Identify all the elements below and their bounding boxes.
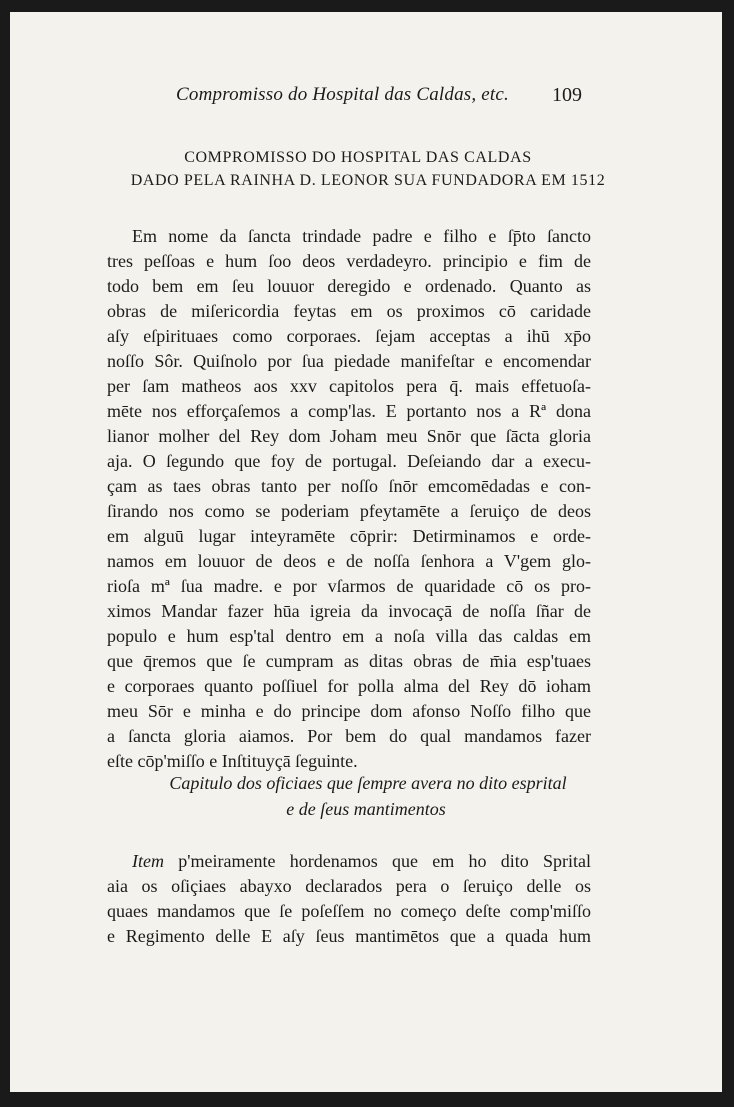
text-line: que q̄remos que ſe cumpram as ditas obras de m̄ia esp'tuaes <box>107 651 591 671</box>
text-line: per ſam matheos aos xxv capitolos pera q̄. mais effetuoſa- <box>107 376 591 396</box>
section-heading-line-2: DADO PELA RAINHA D. LEONOR SUA FUNDADORA EM 1512 <box>130 172 606 189</box>
text-line: ſirando nos como se poderiam pfeytamēte a ſeruiço de deos <box>107 501 591 521</box>
page-number: 109 <box>552 84 582 106</box>
text-line: rioſa mª ſua madre. e por vſarmos de quaridade cō os pro- <box>107 576 591 596</box>
text-line: obras de miſericordia feytas em os proximos cō caridade <box>107 301 591 321</box>
text-line: lianor molher del Rey dom Joham meu Snōr que ſācta gloria <box>107 426 591 446</box>
text-line: aja. O ſegundo que foy de portugal. Deſeiando dar a execu- <box>107 451 591 471</box>
text-line: Em nome da ſancta trindade padre e filho e ſp̄to ſancto <box>132 226 591 246</box>
text-line: tres peſſoas e hum ſoo deos verdadeyro. principio e fim de <box>107 251 591 271</box>
chapter-title-line-2: e de ſeus mantimentos <box>286 799 446 819</box>
text-line: aia os oſiçiaes abayxo declarados pera o ſeruiço delle os <box>107 876 591 896</box>
text-line: eſte cōp'miſſo e Inſtituyçā ſeguinte. <box>107 751 358 771</box>
text-line: e corporaes quanto poſſiuel for polla alma del Rey dō ioham <box>107 676 591 696</box>
text-fragment: p'meiramente hordenamos que em ho dito Sprital <box>163 851 591 871</box>
text-line <box>132 849 591 873</box>
text-line: namos em louuor de deos e de noſſa ſenhora a V'gem glo- <box>107 551 591 571</box>
text-line: ximos Mandar fazer hūa igreia da invocaçā de noſſa ſñar de <box>107 601 591 621</box>
running-head <box>10 84 722 114</box>
running-title: Compromisso do Hospital das Caldas, etc. <box>176 84 509 105</box>
text-line: noſſo Sôr. Quiſnolo por ſua piedade manifeſtar e encomendar <box>107 351 591 371</box>
item-word: Item <box>132 851 164 871</box>
section-heading-line-1: COMPROMISSO DO HOSPITAL DAS CALDAS <box>184 149 532 166</box>
book-page <box>10 12 722 1092</box>
text-line: a ſancta gloria aiamos. Por bem do qual mandamos fazer <box>107 726 591 746</box>
text-line: çam as taes obras tanto per noſſo ſnōr emcomēdadas e con- <box>107 476 591 496</box>
text-line: meu Sōr e minha e do principe dom afonso Noſſo filho que <box>107 701 591 721</box>
text-line: aſy eſpirituaes como corporaes. ſejam acceptas a ihū xp̄o <box>107 326 591 346</box>
text-line: populo e hum esp'tal dentro em a noſa villa das caldas em <box>107 626 591 646</box>
text-line: em alguū lugar inteyramēte cōprir: Detirminamos e orde- <box>107 526 591 546</box>
chapter-title-line-1: Capitulo dos oficiaes que ſempre avera no dito esprital <box>169 773 567 793</box>
text-line: mēte nos efforçaſemos a comp'las. E portanto nos a Rª dona <box>107 401 591 421</box>
text-line: quaes mandamos que ſe poſeſſem no começo deſte comp'miſſo <box>107 901 591 921</box>
text-line: todo bem em ſeu louuor deregido e ordenado. Quanto as <box>107 276 591 296</box>
text-line: e Regimento delle E aſy ſeus mantimētos que a quada hum <box>107 926 591 946</box>
